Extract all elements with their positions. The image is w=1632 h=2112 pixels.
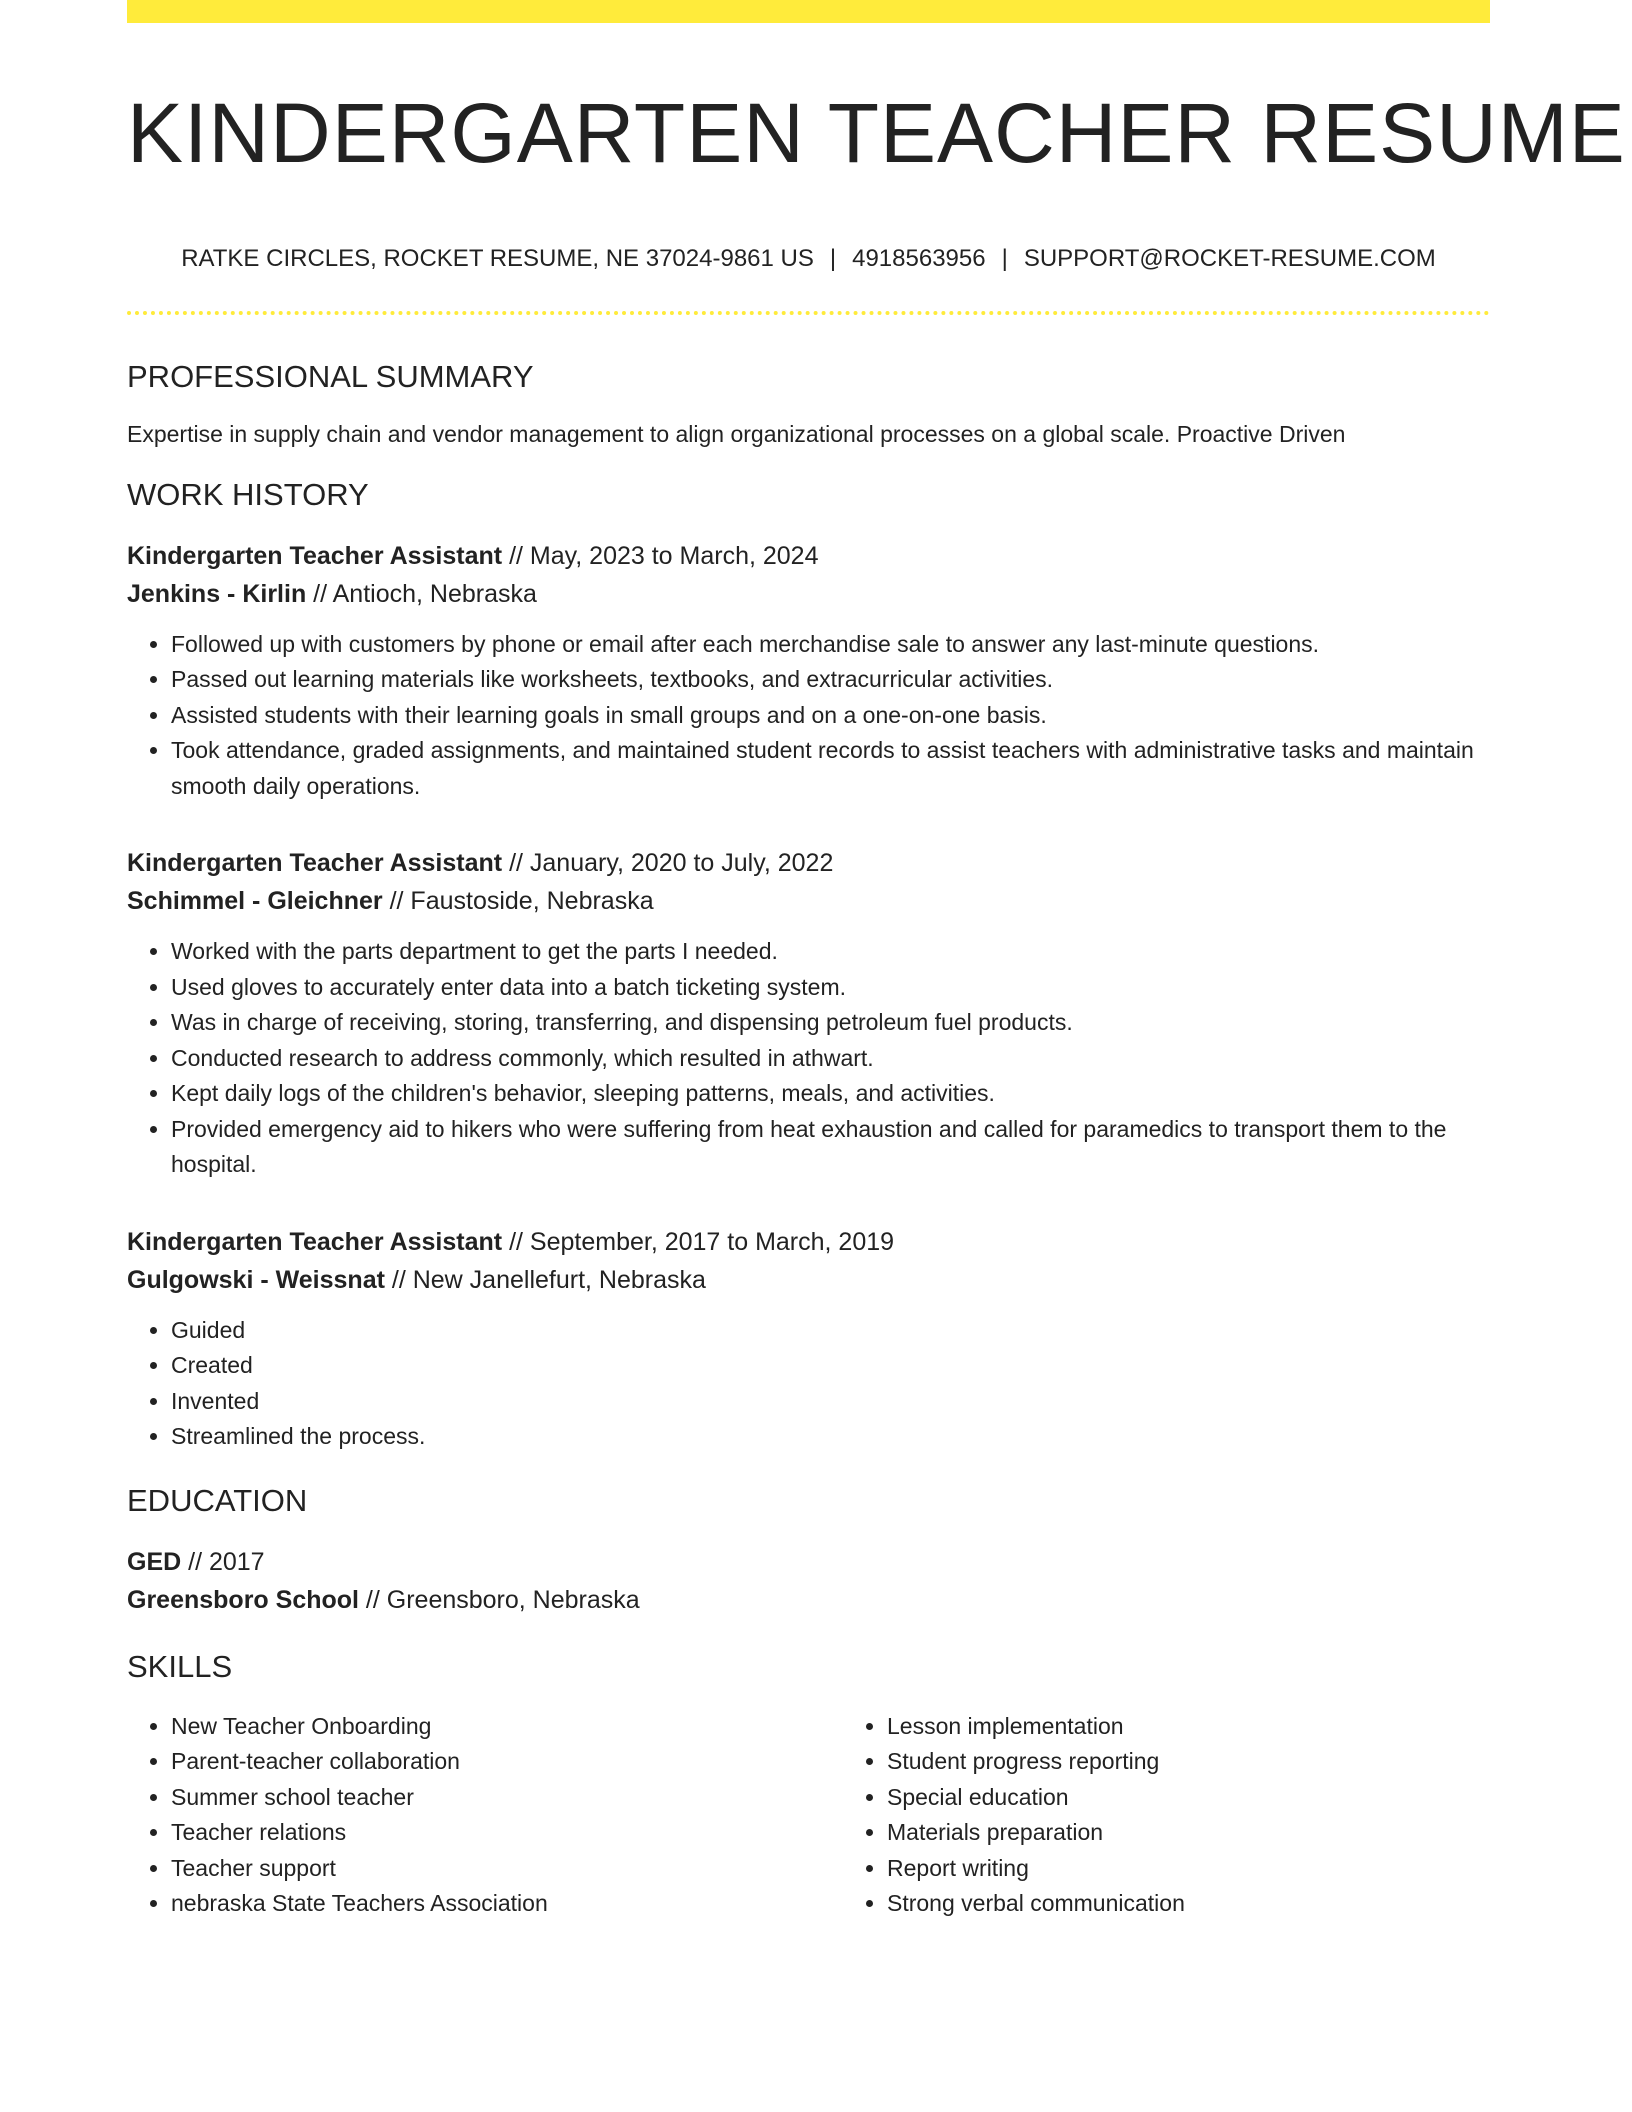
job-role: Kindergarten Teacher Assistant (127, 1227, 503, 1256)
skill-item: • Report writing (887, 1851, 1490, 1887)
job-title-line (127, 537, 1490, 575)
skill-item: • Teacher support (171, 1851, 843, 1887)
school-location: // Greensboro, Nebraska (358, 1585, 640, 1614)
job-company-line (127, 575, 1490, 613)
skill-item: • Summer school teacher (171, 1780, 843, 1816)
job-location: // Antioch, Nebraska (306, 579, 537, 608)
job-duty: • Streamlined the process. (171, 1419, 1490, 1455)
job-duty: • Was in charge of receiving, storing, transferring, and dispensing petroleum fuel products. (171, 1005, 1490, 1041)
school-name: Greensboro School (127, 1585, 359, 1614)
job-duty: • Followed up with customers by phone or email after each merchandise sale to answer any last-minute questions. (171, 627, 1490, 663)
contact-separator: | (1001, 244, 1008, 272)
skill-item: • Student progress reporting (887, 1744, 1490, 1780)
skills-columns (127, 1709, 1490, 1922)
job-entry (127, 537, 1490, 805)
skill-item: • Parent-teacher collaboration (171, 1744, 843, 1780)
job-entry (127, 844, 1490, 1183)
job-duty: • Kept daily logs of the children's behavior, sleeping patterns, meals, and activities. (171, 1076, 1490, 1112)
job-company: Jenkins - Kirlin (127, 579, 307, 608)
education-entry (127, 1543, 1490, 1619)
resume-title: KINDERGARTEN TEACHER RESUME (127, 86, 1626, 180)
job-company: Gulgowski - Weissnat (127, 1265, 385, 1294)
contact-address: RATKE CIRCLES, ROCKET RESUME, NE 37024-9861 US (181, 244, 814, 272)
skills-list-left (127, 1709, 843, 1922)
job-title-line (127, 1223, 1490, 1261)
contact-line (127, 244, 1490, 274)
job-title-line (127, 844, 1490, 882)
degree-line (127, 1543, 1490, 1581)
job-duty: • Guided (171, 1313, 1490, 1349)
school-line (127, 1581, 1490, 1619)
job-duty: • Provided emergency aid to hikers who were suffering from heat exhaustion and called for paramedics to transport them to the hospital. (171, 1112, 1490, 1183)
skill-item: • New Teacher Onboarding (171, 1709, 843, 1745)
skill-item: • Special education (887, 1780, 1490, 1816)
job-duty: • Created (171, 1348, 1490, 1384)
skills-list-right (843, 1709, 1490, 1922)
job-duty: • Invented (171, 1384, 1490, 1420)
degree-year: // 2017 (181, 1547, 265, 1576)
job-duty: • Passed out learning materials like worksheets, textbooks, and extracurricular activities. (171, 662, 1490, 698)
degree: GED (127, 1547, 182, 1576)
job-dates: // September, 2017 to March, 2019 (502, 1227, 895, 1256)
education-heading: EDUCATION (127, 1482, 308, 1518)
job-duties-list (127, 934, 1490, 1183)
job-entry (127, 1223, 1490, 1455)
accent-bar (127, 0, 1490, 23)
job-role: Kindergarten Teacher Assistant (127, 541, 503, 570)
skill-item: • nebraska State Teachers Association (171, 1886, 843, 1922)
work-history-heading: WORK HISTORY (127, 476, 369, 512)
job-duty: • Assisted students with their learning goals in small groups and on a one-on-one basis. (171, 698, 1490, 734)
skill-item: • Strong verbal communication (887, 1886, 1490, 1922)
dotted-divider (127, 311, 1490, 315)
job-duty: • Worked with the parts department to get the parts I needed. (171, 934, 1490, 970)
job-dates: // May, 2023 to March, 2024 (502, 541, 819, 570)
job-location: // New Janellefurt, Nebraska (384, 1265, 706, 1294)
resume-page (127, 0, 1626, 1922)
job-company: Schimmel - Gleichner (127, 887, 383, 916)
job-duties-list (127, 1313, 1490, 1455)
job-duty: • Used gloves to accurately enter data into a batch ticketing system. (171, 970, 1490, 1006)
summary-heading: PROFESSIONAL SUMMARY (127, 358, 534, 394)
job-duty: • Conducted research to address commonly, which resulted in athwart. (171, 1041, 1490, 1077)
contact-email: SUPPORT@ROCKET-RESUME.COM (1023, 244, 1436, 272)
contact-phone: 4918563956 (852, 244, 986, 272)
skill-item: • Lesson implementation (887, 1709, 1490, 1745)
job-dates: // January, 2020 to July, 2022 (502, 849, 834, 878)
skill-item: • Teacher relations (171, 1815, 843, 1851)
skill-item: • Materials preparation (887, 1815, 1490, 1851)
summary-text: Expertise in supply chain and vendor management to align organizational processes on a global scale. Proactive Driven (127, 420, 1346, 447)
contact-separator: | (829, 244, 837, 272)
job-company-line (127, 1261, 1490, 1299)
job-role: Kindergarten Teacher Assistant (127, 849, 503, 878)
job-company-line (127, 882, 1490, 920)
job-location: // Faustoside, Nebraska (382, 887, 654, 916)
job-duties-list (127, 627, 1490, 805)
job-duty: • Took attendance, graded assignments, and maintained student records to assist teachers with administrative tasks and maintain smooth daily operations. (171, 733, 1490, 804)
skills-heading: SKILLS (127, 1648, 233, 1684)
